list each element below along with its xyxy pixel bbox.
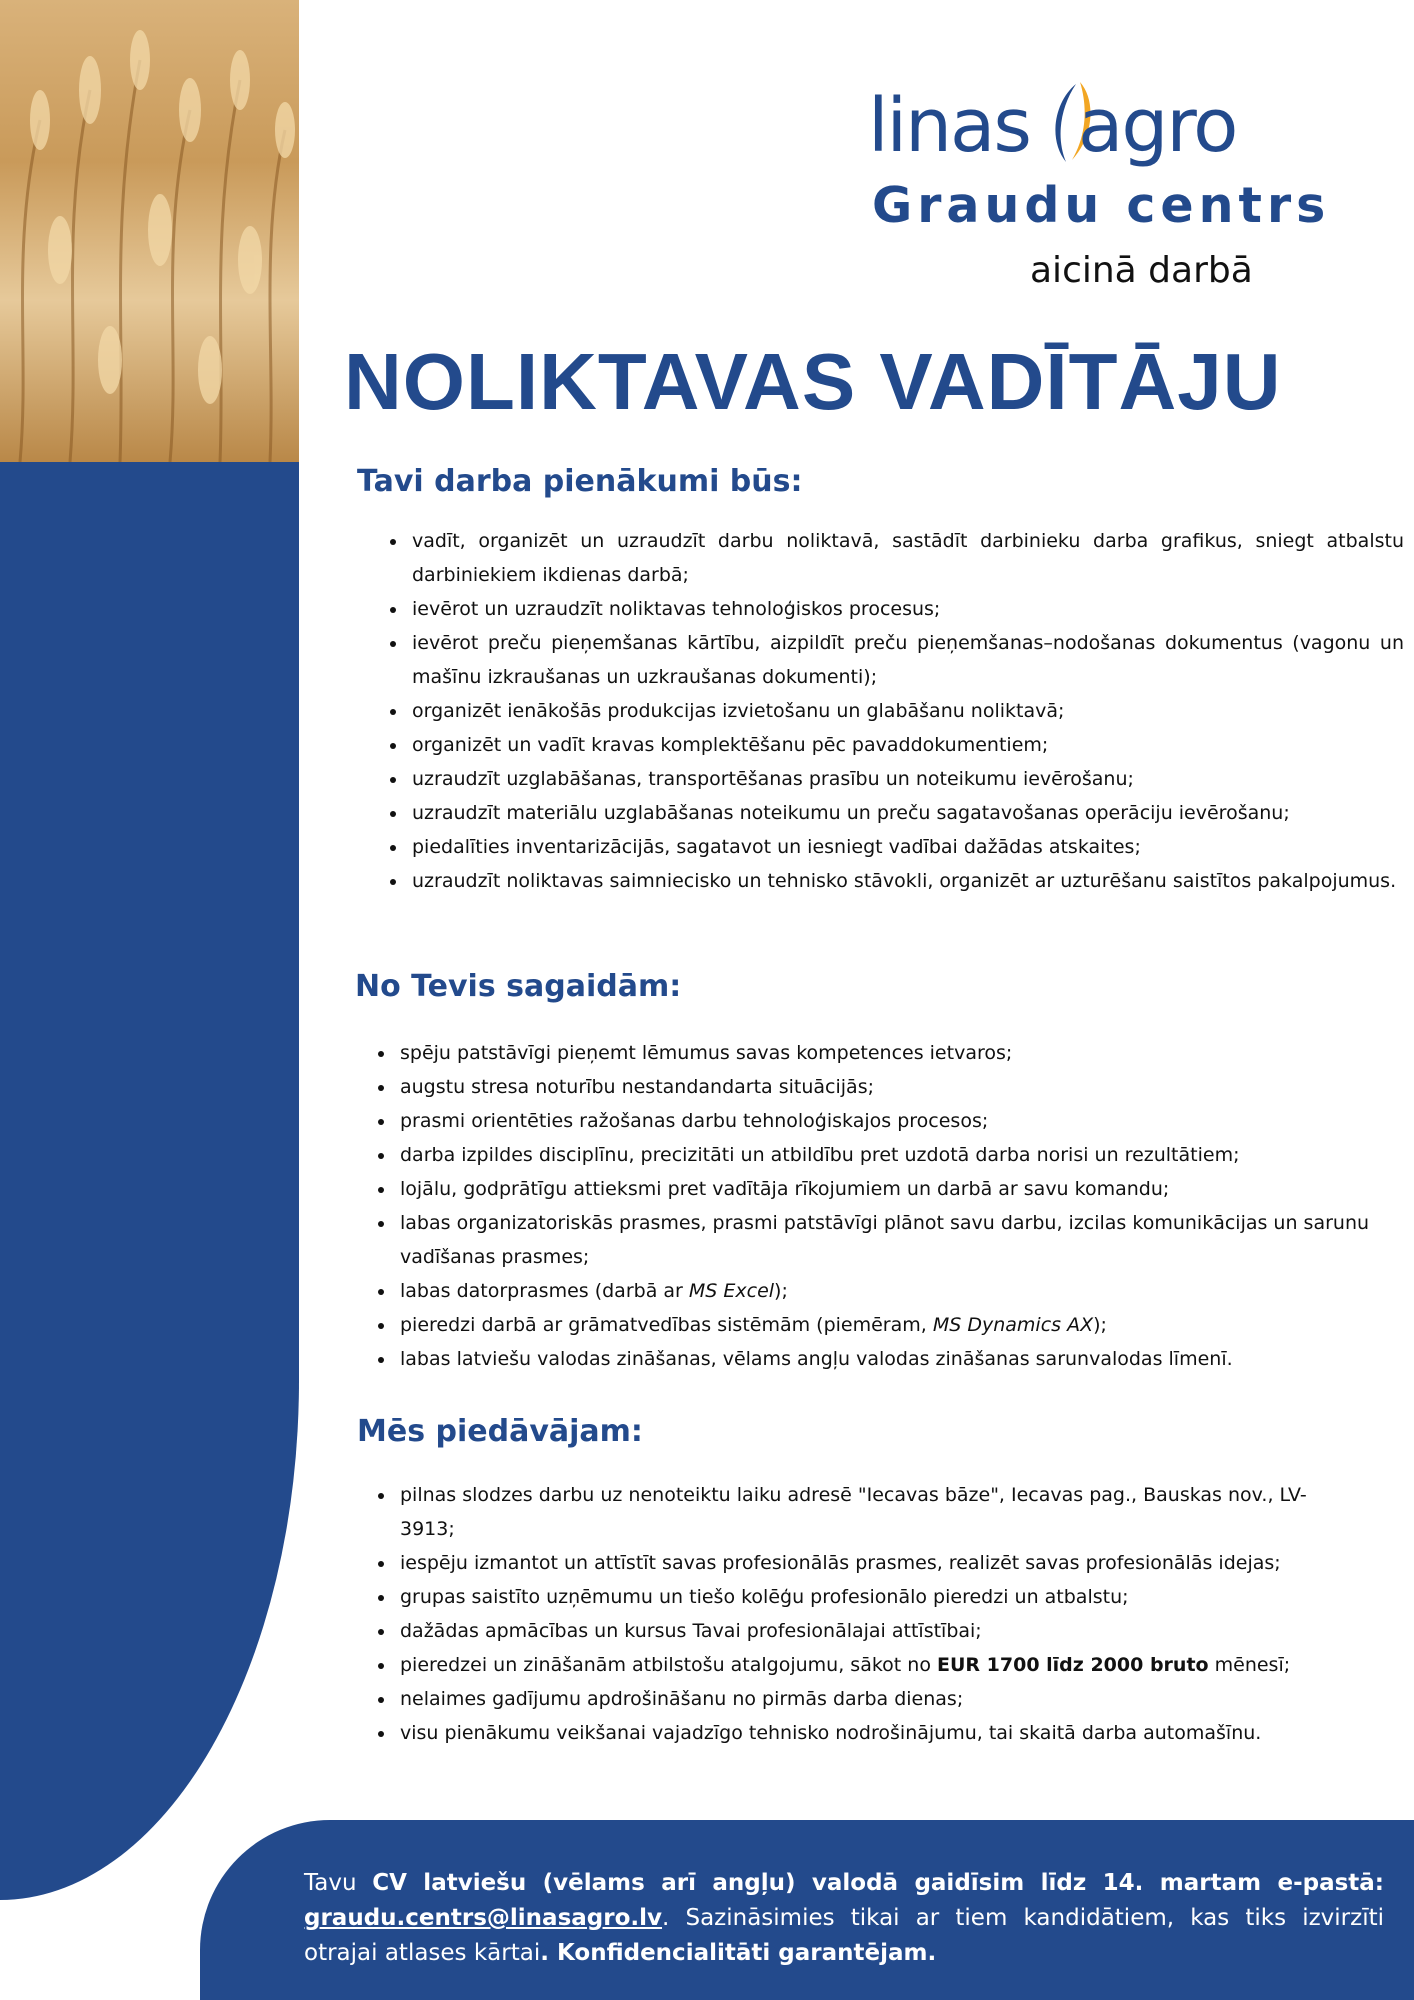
list-item (396, 1546, 1326, 1580)
footer-middle: . Sazināsimies tikai ar tiem kandidātiem, kas tiks izvirzīti otrajai atlases kārtai (304, 1905, 1384, 1966)
footer-email-link[interactable]: graudu.centrs@linasagro.lv (304, 1905, 663, 1931)
offer-list (366, 1478, 1326, 1750)
footer-intro: Tavu (304, 1870, 373, 1896)
list-item-suffix: ); (1093, 1314, 1107, 1336)
list-item (396, 1478, 1326, 1546)
requirements-list (366, 1036, 1414, 1376)
left-blue-band (0, 462, 299, 1900)
list-item (396, 1206, 1414, 1274)
list-item: • piedalīties inventarizācijās, sagatavot un iesniegt vadībai dažādas atskaites; (408, 830, 1404, 864)
list-item-text: labas organizatoriskās prasmes, prasmi patstāvīgi plānot savu darbu, izcilas komunikācijas un sarunu vadīšanas prasmes; (400, 1212, 1370, 1268)
wheat-field-photo (0, 0, 299, 462)
list-item-text: nelaimes gadījumu apdrošināšanu no pirmās darba dienas; (400, 1688, 964, 1710)
footer-cv-language: CV latviešu (vēlams arī angļu) valodā gaidīsim līdz 14. martam e-pastā: (372, 1870, 1384, 1896)
list-item-text: lojālu, godprātīgu attieksmi pret vadītāja rīkojumiem un darbā ar savu komandu; (400, 1178, 1170, 1200)
list-item (396, 1342, 1414, 1376)
list-item (396, 1104, 1414, 1138)
list-item: • ievērot preču pieņemšanas kārtību, aizpildīt preču pieņemšanas–nodošanas dokumentus (vagonu un mašīnu izkraušanas un uzkraušanas dokumenti); (408, 626, 1404, 694)
list-item-text: pilnas slodzes darbu uz nenoteiktu laiku adresē "Iecavas bāze", Iecavas pag., Bauskas nov., LV-3913; (400, 1484, 1307, 1540)
footer-contact-text (304, 1866, 1384, 1971)
list-item (396, 1682, 1326, 1716)
list-item (396, 1614, 1326, 1648)
list-item-suffix: mēnesī; (1208, 1654, 1291, 1676)
list-item-text: labas datorprasmes (darbā ar (400, 1280, 689, 1302)
list-item-text: darba izpildes disciplīnu, precizitāti un atbildību pret uzdotā darba norisi un rezultātiem; (400, 1144, 1240, 1166)
subbrand-graudu-centrs: Graudu centrs (872, 177, 1331, 234)
list-item: • ievērot un uzraudzīt noliktavas tehnoloģiskos procesus; (408, 592, 1404, 626)
duties-list (378, 524, 1404, 898)
list-item (396, 1580, 1326, 1614)
logo-word-linas: linas (868, 83, 1030, 169)
list-item-text: augstu stresa noturību nestandandarta situācijās; (400, 1076, 874, 1098)
list-item: • uzraudzīt uzglabāšanas, transportēšanas prasību un noteikumu ievērošanu; (408, 762, 1404, 796)
list-item-emphasis: MS Dynamics AX (932, 1314, 1094, 1336)
list-item-text: visu pienākumu veikšanai vajadzīgo tehnisko nodrošinājumu, tai skaitā darba automašīnu. (400, 1722, 1262, 1744)
list-item-suffix: ); (774, 1280, 788, 1302)
wheat-illustration (0, 0, 299, 462)
list-item-text: grupas saistīto uzņēmumu un tiešo kolēģu profesionālo pieredzi un atbalstu; (400, 1586, 1129, 1608)
list-item (396, 1308, 1414, 1342)
job-title: NOLIKTAVAS VADĪTĀJU (344, 337, 1282, 426)
list-item-strong: EUR 1700 līdz 2000 bruto (937, 1654, 1209, 1676)
list-item-emphasis: MS Excel (688, 1280, 775, 1302)
list-item (396, 1274, 1414, 1308)
list-item-text: prasmi orientēties ražošanas darbu tehnoloģiskajos procesos; (400, 1110, 989, 1132)
list-item-text: iespēju izmantot un attīstīt savas profesionālās prasmes, realizēt savas profesionālās idejas; (400, 1552, 1281, 1574)
list-item (396, 1716, 1326, 1750)
list-item-text: labas latviešu valodas zināšanas, vēlams angļu valodas zināšanas sarunvalodas līmenī. (400, 1348, 1233, 1370)
tagline: aicinā darbā (1030, 250, 1253, 291)
offer-heading: Mēs piedāvājam: (357, 1414, 643, 1449)
list-item (396, 1036, 1414, 1070)
list-item (396, 1138, 1414, 1172)
list-item: • uzraudzīt noliktavas saimniecisko un tehnisko stāvokli, organizēt ar uzturēšanu saistītos pakalpojumus. (408, 864, 1404, 898)
list-item: • organizēt un vadīt kravas komplektēšanu pēc pavaddokumentiem; (408, 728, 1404, 762)
requirements-heading: No Tevis sagaidām: (355, 969, 682, 1004)
list-item: • vadīt, organizēt un uzraudzīt darbu noliktavā, sastādīt darbinieku darba grafikus, sniegt atbalstu darbiniekiem ikdienas darbā; (408, 524, 1404, 592)
linas-agro-logo (868, 76, 1308, 176)
list-item (396, 1648, 1326, 1682)
list-item (396, 1172, 1414, 1206)
list-item (396, 1070, 1414, 1104)
logo-word-agro: agro (1078, 83, 1237, 169)
list-item-text: dažādas apmācības un kursus Tavai profesionālajai attīstībai; (400, 1620, 982, 1642)
footer-confidentiality: . Konfidencialitāti garantējam. (540, 1940, 937, 1966)
list-item-text: spēju patstāvīgi pieņemt lēmumus savas kompetences ietvaros; (400, 1042, 1013, 1064)
duties-heading: Tavi darba pienākumi būs: (357, 464, 803, 499)
list-item: • organizēt ienākošās produkcijas izvietošanu un glabāšanu noliktavā; (408, 694, 1404, 728)
list-item-text: pieredzei un zināšanām atbilstošu atalgojumu, sākot no (400, 1654, 937, 1676)
list-item-text: pieredzi darbā ar grāmatvedības sistēmām (piemēram, (400, 1314, 933, 1336)
list-item: • uzraudzīt materiālu uzglabāšanas noteikumu un preču sagatavošanas operāciju ievērošanu; (408, 796, 1404, 830)
